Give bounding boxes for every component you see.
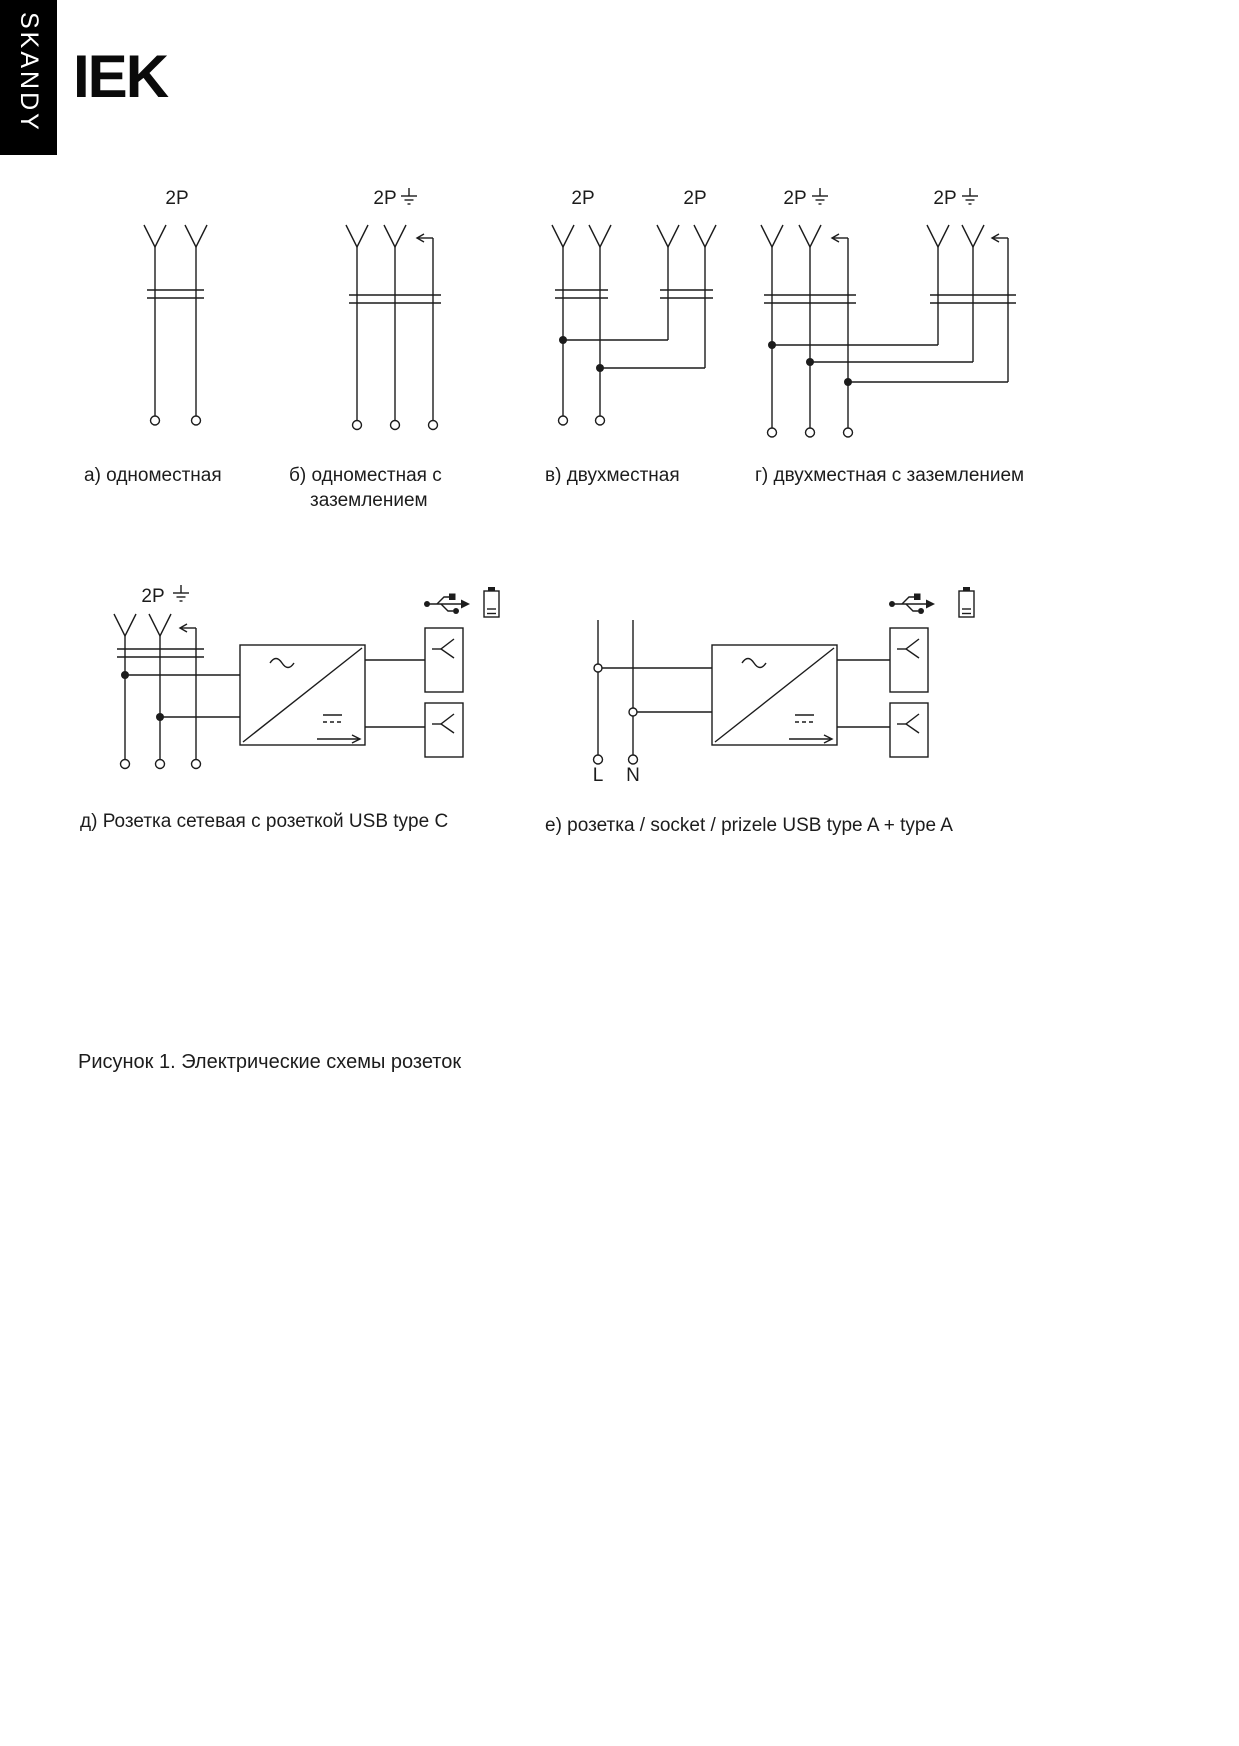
line-terminal-label: L	[592, 765, 604, 786]
spine-label: SKANDY	[15, 12, 43, 133]
terminal-circles	[594, 664, 638, 764]
usb-icon	[424, 594, 470, 615]
figure-caption: Рисунок 1. Электрические схемы розеток	[78, 1051, 462, 1073]
terminal-circles	[559, 416, 605, 425]
socket-contact-forks	[144, 225, 207, 247]
ground-icon	[173, 585, 189, 601]
wires	[349, 238, 441, 421]
pole-count-label: 2P	[165, 188, 189, 209]
diagram-a-single-socket	[120, 180, 240, 450]
terminal-circles	[768, 428, 853, 437]
diagram-g-double-grounded	[750, 180, 1030, 465]
junction-dots	[121, 671, 164, 721]
caption-b	[289, 464, 442, 513]
spine-tab	[0, 0, 57, 155]
usb-port-1	[425, 628, 463, 692]
pole-count-label-right: 2P	[683, 188, 707, 209]
wires	[764, 238, 1016, 428]
caption-d: д) Розетка сетевая с розеткой USB type C	[80, 811, 449, 832]
pole-count-label-left: 2P	[783, 188, 807, 209]
wires	[117, 628, 240, 760]
earth-pin-arrow	[180, 624, 196, 632]
caption-a: а) одноместная	[84, 465, 222, 486]
usb-port-1	[890, 628, 928, 692]
caption-g: г) двухместная с заземлением	[755, 465, 1025, 486]
caption-e: е) розетка / socket / prizele USB type A + type A	[545, 815, 953, 836]
pole-count-label-left: 2P	[571, 188, 595, 209]
usb-icon	[889, 594, 935, 615]
socket-contact-forks	[552, 225, 716, 247]
socket-contact-forks	[761, 225, 984, 247]
terminal-circles	[121, 760, 201, 769]
wires	[147, 247, 204, 416]
socket-contact-forks	[346, 225, 406, 247]
ac-dc-converter	[712, 645, 837, 745]
pole-count-label: 2P	[141, 586, 165, 607]
diagram-b-single-grounded	[340, 180, 470, 450]
usb-port-2	[425, 703, 463, 757]
junction-dots	[559, 336, 604, 372]
diagram-e-usb-type-a	[540, 575, 1000, 790]
diagram-v-double-socket	[540, 180, 730, 450]
ground-icon-left	[812, 188, 828, 204]
caption-v: в) двухместная	[545, 465, 680, 486]
earth-pin-arrows	[832, 234, 1008, 242]
wires	[555, 247, 713, 416]
terminal-circles	[151, 416, 201, 425]
earth-pin-arrow	[417, 234, 433, 242]
neutral-terminal-label: N	[626, 765, 640, 786]
caption-b-line1: б) одноместная с	[289, 465, 442, 486]
battery-icon	[484, 587, 499, 617]
usb-port-2	[890, 703, 928, 757]
diagram-d-usb-type-c	[80, 575, 520, 780]
ground-icon-right	[962, 188, 978, 204]
battery-icon	[959, 587, 974, 617]
wires	[598, 620, 712, 755]
iek-logo: IEK	[73, 43, 168, 110]
pole-count-label-right: 2P	[933, 188, 957, 209]
terminal-circles	[353, 421, 438, 430]
ac-dc-converter	[240, 645, 365, 745]
pole-count-label: 2P	[373, 188, 397, 209]
caption-b-line2: заземлением	[310, 489, 428, 511]
ground-icon	[401, 188, 417, 204]
socket-contact-forks	[114, 614, 171, 636]
